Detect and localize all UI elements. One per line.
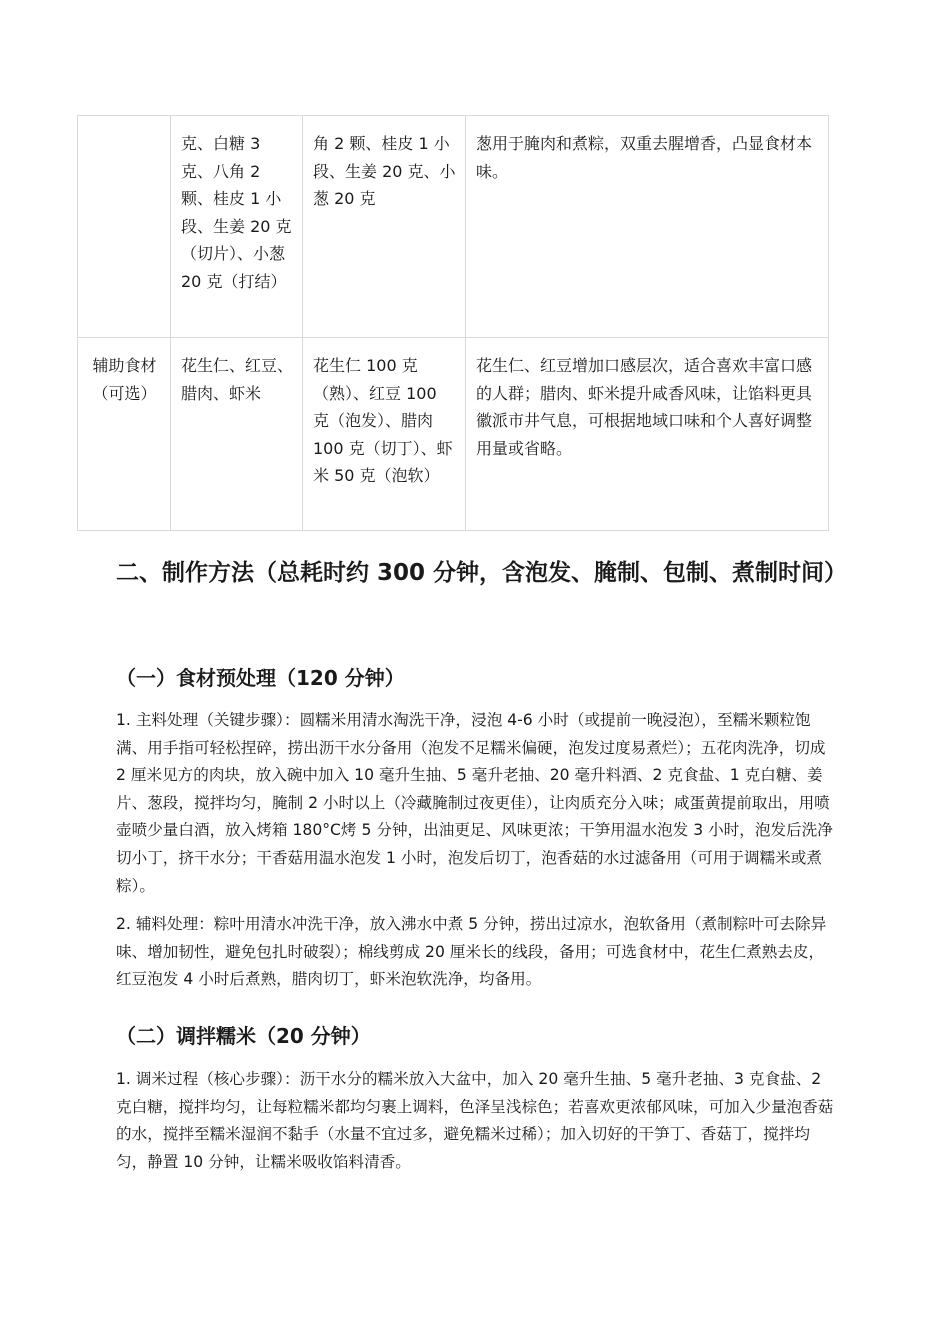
paragraph: 1. 主料处理（关键步骤）：圆糯米用清水淘洗干净，浸泡 4-6 小时（或提前一晚浸泡），至糯米颗粒饱满、用手指可轻松捏碎，捞出沥干水分备用（泡发不足糯米偏硬，泡发过度易煮烂）；五花肉洗净，切成 2 厘米见方的肉块，放入碗中加入 10 毫升生抽、5 毫升老抽、20 毫升料酒、2 克食盐、1 克白糖、姜片、葱段，搅拌均匀，腌制 2 小时以上（冷藏腌制过夜更佳），让肉质充分入味；咸蛋黄提前取出，用喷壶喷少量白酒，放入烤箱 180°C烤 5 分钟，出油更足、风味更浓；干笋用温水泡发 3 小时，泡发后洗净切小丁，挤干水分；干香菇用温水泡发 1 小时，泡发后切丁，泡香菇的水过滤备用（可用于调糯米或煮粽）。 (116, 711, 833, 895)
paragraph: 1. 调米过程（核心步骤）：沥干水分的糯米放入大盆中，加入 20 毫升生抽、5 毫升老抽、3 克食盐、2 克白糖，搅拌均匀，让每粒糯米都均匀裹上调料，色泽呈浅棕色；若喜欢更浓郁风味，可加入少量泡香菇的水，搅拌至糯米湿润不黏手（水量不宜过多，避免糯米过稀）；加入切好的干笋丁、香菇丁，搅拌均匀，静置 10 分钟，让糯米吸收馅料清香。 (116, 1070, 834, 1171)
ingredients-table (77, 115, 829, 531)
amount-cell: 花生仁 100 克（熟）、红豆 100 克（泡发）、腊肉 100 克（切丁）、虾米 50 克（泡软） (303, 338, 466, 531)
subsection-heading: （一）食材预处理（120 分钟） (116, 666, 405, 690)
table-row (78, 116, 829, 338)
table-row (78, 338, 829, 531)
ingredients-cell: 克、白糖 3 克、八角 2 颗、桂皮 1 小段、生姜 20 克（切片）、小葱 20 克（打结） (171, 116, 303, 338)
subsection-heading: （二）调拌糯米（20 分钟） (116, 1024, 371, 1048)
amount-cell: 角 2 颗、桂皮 1 小段、生姜 20 克、小葱 20 克 (303, 116, 466, 338)
ingredients-cell: 花生仁、红豆、腊肉、虾米 (171, 338, 303, 531)
section-heading: 二、制作方法（总耗时约 300 分钟，含泡发、腌制、包制、煮制时间） (116, 560, 848, 586)
paragraph: 2. 辅料处理：粽叶用清水冲洗干净，放入沸水中煮 5 分钟，捞出过凉水，泡软备用（煮制粽叶可去除异味、增加韧性，避免包扎时破裂）；棉线剪成 20 厘米长的线段，备用；可选食材中，花生仁煮熟去皮，红豆泡发 4 小时后煮熟，腊肉切丁，虾米泡软洗净，均备用。 (116, 915, 827, 989)
note-cell: 葱用于腌肉和煮粽，双重去腥增香，凸显食材本味。 (466, 116, 829, 338)
category-cell: 辅助食材（可选） (78, 338, 171, 531)
note-cell: 花生仁、红豆增加口感层次，适合喜欢丰富口感的人群；腊肉、虾米提升咸香风味，让馅料更具徽派市井气息，可根据地域口味和个人喜好调整用量或省略。 (466, 338, 829, 531)
category-cell (78, 116, 171, 338)
